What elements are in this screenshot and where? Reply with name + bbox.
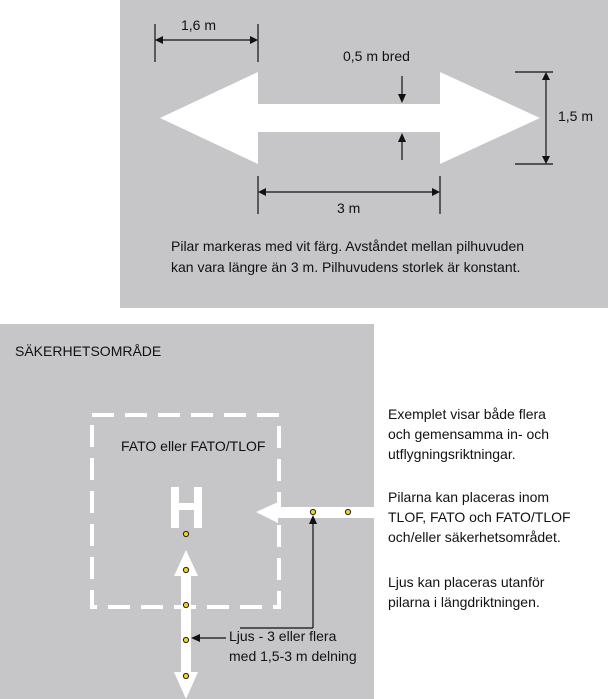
note1-line1: Exemplet visar både flera — [388, 406, 546, 422]
light — [310, 509, 315, 514]
note2-line2: TLOF, FATO och FATO/TLOF — [388, 509, 571, 525]
note3-line2: pilarna i längdriktningen. — [388, 594, 540, 610]
note1-line3: utflygningsriktningar. — [388, 446, 516, 462]
light — [345, 509, 350, 514]
note3-line1: Ljus kan placeras utanför — [388, 574, 545, 590]
dim-shaft-width-label: 0,5 m bred — [343, 48, 410, 64]
note2-line1: Pilarna kan placeras inom — [388, 489, 550, 505]
caption-line1: Pilar markeras med vit färg. Avståndet mellan pilhuvuden — [171, 238, 525, 254]
light — [183, 673, 188, 678]
dim-head-length-label: 1,6 m — [181, 17, 217, 33]
lights-label-line2: med 1,5-3 m delning — [229, 648, 357, 664]
caption-line2: kan vara längre än 3 m. Pilhuvudens storlek är konstant. — [171, 259, 521, 275]
dim-spacing-label: 3 m — [337, 200, 361, 216]
light — [183, 602, 188, 607]
note1-line2: och gemensamma in- och — [388, 426, 550, 442]
light — [183, 531, 188, 536]
safety-area-label: SÄKERHETSOMRÅDE — [15, 343, 162, 359]
dim-head-height-label: 1,5 m — [558, 108, 594, 124]
lights-label-line1: Ljus - 3 eller flera — [229, 628, 337, 644]
light — [183, 567, 188, 572]
note2-line3: och/eller säkerhetsområdet. — [388, 529, 561, 545]
fato-label: FATO eller FATO/TLOF — [121, 438, 266, 454]
light — [183, 637, 188, 642]
